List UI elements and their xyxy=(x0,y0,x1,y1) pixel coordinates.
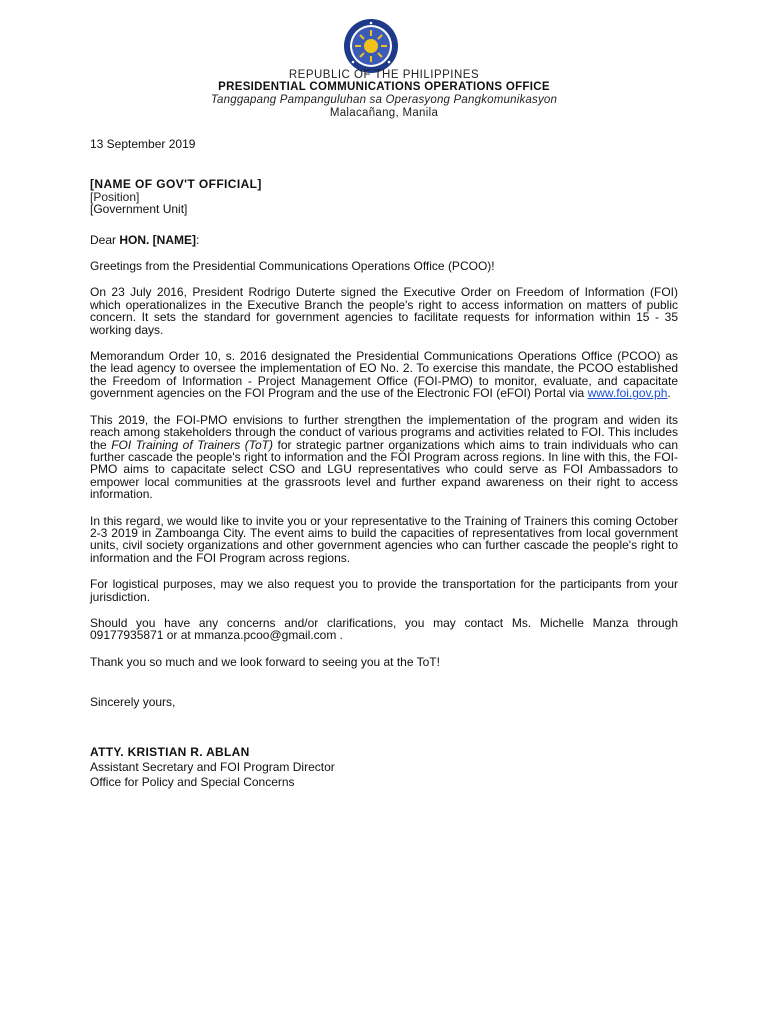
tot-italic: FOI Training of Trainers (ToT) xyxy=(111,437,273,452)
letter-date: 13 September 2019 xyxy=(90,137,196,151)
salutation xyxy=(90,234,678,246)
recipient-unit: [Government Unit] xyxy=(90,202,188,217)
salutation-name: HON. [NAME] xyxy=(119,232,197,247)
paragraph-memorandum-text: Memorandum Order 10, s. 2016 designated the Presidential Communications Operations Office (PCOO) as the lead agency to oversee the implementation of EO No. 2. To exercise this mandate, the PCOO established the Freedom of Information - Project Management Office (FOI-PMO) to monitor, evaluate, and capacitate government agencies on the FOI Program and the use of the Electronic FOI (eFOI) Portal via xyxy=(90,349,678,401)
foi-portal-link[interactable]: www.foi.gov.ph xyxy=(587,386,668,401)
salutation-prefix: Dear xyxy=(90,232,120,247)
signatory-name: ATTY. KRISTIAN R. ABLAN xyxy=(90,744,250,759)
letterhead-office: PRESIDENTIAL COMMUNICATIONS OPERATIONS OFFICE xyxy=(218,81,550,93)
pcoo-seal-icon xyxy=(343,18,399,74)
recipient-position: [Position] xyxy=(90,189,140,204)
paragraph-foi-pmo xyxy=(90,414,678,501)
paragraph-contact: Should you have any concerns and/or clarifications, you may contact Ms. Michelle Manza through 09177935871 or at mmanza.pcoo@gmail.com . xyxy=(90,615,678,643)
paragraph-memorandum-end: . xyxy=(667,386,671,401)
recipient-name: [NAME OF GOV'T OFFICIAL] xyxy=(90,177,262,192)
paragraph-foi-pmo-a: This 2019, the FOI-PMO envisions to further strengthen the implementation of the program and widen its reach among stakeholders through the conduct of various programs and activities related to FOI. This includes the xyxy=(90,412,678,452)
paragraph-invitation: In this regard, we would like to invite you or your representative to the Training of Trainers this coming October 2-3 2019 in Zamboanga City. The event aims to build the capacities of representatives from local government units, civil society organizations and other government agencies who can further cascade the people's right to information and the FOI Program across regions. xyxy=(90,513,678,565)
paragraph-foi-pmo-b: for strategic partner organizations which aims to train individuals who can further cascade the people's right to information and the FOI Program across regions. In line with this, the FOI-PMO aims to capacitate select CSO and LGU representatives who could serve as FOI Ambassadors to empower local communities at the grassroots level and further expand awareness on their right to access information. xyxy=(90,437,678,502)
letterhead-republic: REPUBLIC OF THE PHILIPPINES xyxy=(288,69,480,81)
signatory-office: Office for Policy and Special Concerns xyxy=(90,774,295,789)
paragraph-logistics: For logistical purposes, may we also request you to provide the transportation for the participants from your jurisdiction. xyxy=(90,577,678,604)
recipient-block xyxy=(90,178,678,215)
greeting-paragraph: Greetings from the Presidential Communications Operations Office (PCOO)! xyxy=(90,259,495,274)
salutation-suffix: : xyxy=(196,232,200,247)
letter-body xyxy=(90,138,678,790)
closing: Sincerely yours, xyxy=(90,695,176,710)
letterhead-city: Malacañang, Manila xyxy=(329,107,439,119)
letterhead-tagalog: Tanggapang Pampanguluhan sa Operasyong Pangkomunikasyon xyxy=(210,94,558,106)
paragraph-eo-foi: On 23 July 2016, President Rodrigo Duterte signed the Executive Order on Freedom of Information (FOI) which operationalizes in the Executive Branch the people's right to access information on matters of public concern. It sets the standard for government agencies to facilitate requests for information within 15 - 35 working days. xyxy=(90,285,678,337)
paragraph-memorandum xyxy=(90,350,678,400)
signatory-title: Assistant Secretary and FOI Program Director xyxy=(90,759,335,774)
paragraph-thanks: Thank you so much and we look forward to seeing you at the ToT! xyxy=(90,654,440,669)
